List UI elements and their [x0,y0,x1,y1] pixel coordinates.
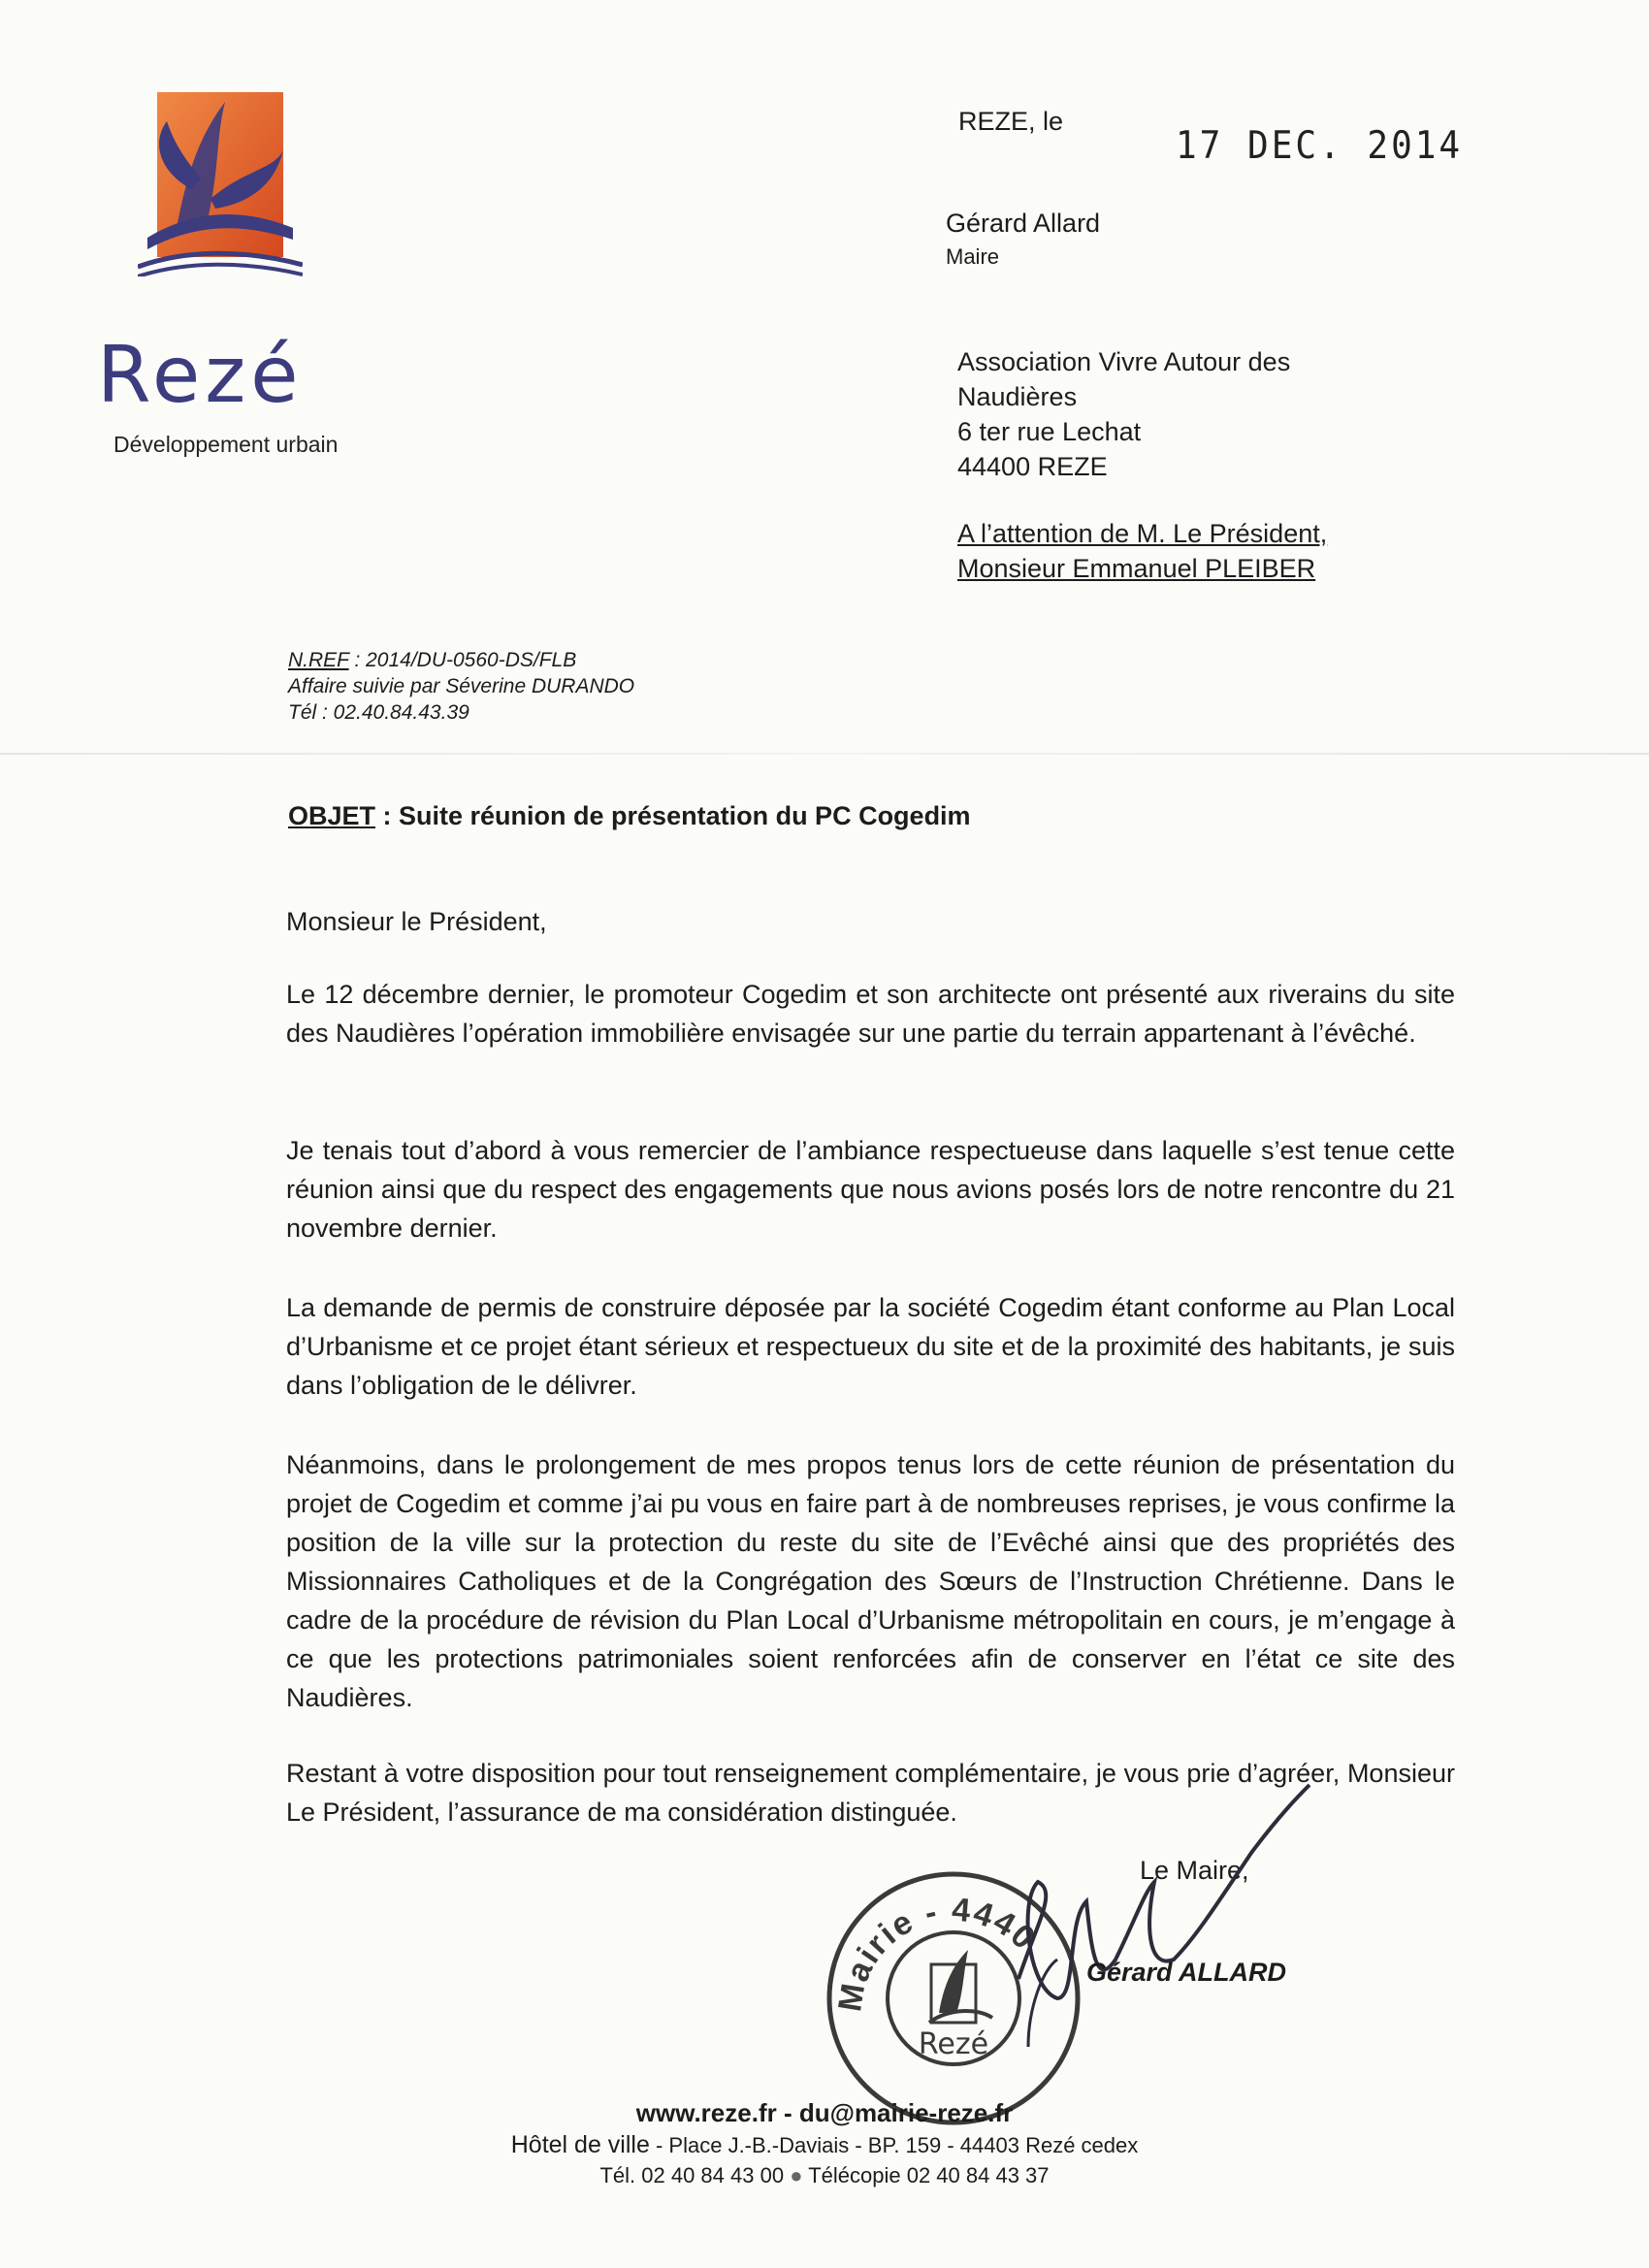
date-stamp: 17 DEC. 2014 [1176,123,1464,169]
recipient-line: 6 ter rue Lechat [957,417,1142,446]
body-paragraph: La demande de permis de construire déposée par la société Cogedim étant conforme au Plan Local d’Urbanisme et ce projet étant sérieux et respectueux du site et de la proximité des habitants, je suis dans l’obligation de le délivrer. [286,1293,1455,1400]
place-line: REZE, le [958,107,1064,136]
bullet-icon: ● [790,2163,803,2187]
reference-line [288,647,634,673]
footer-fax: Télécopie 02 40 84 43 37 [808,2163,1050,2187]
subject-text: : Suite réunion de présentation du PC Cogedim [375,801,971,830]
reference-block [288,647,634,726]
logo-subtitle: Développement urbain [113,432,339,457]
reference-value: : 2014/DU-0560-DS/FLB [348,649,577,671]
recipient-line: Naudières [957,382,1078,411]
reference-label: N.REF [288,649,349,671]
body-paragraph: Je tenais tout d’abord à vous remercier de l’ambiance respectueuse dans laquelle s’est tenue cette réunion ainsi que du respect des engagements que nous avions posés lors de notre rencontre du 21 novembre dernier. [286,1136,1455,1243]
footer-phone: Tél. 02 40 84 43 00 [599,2163,785,2187]
body-paragraph: Néanmoins, dans le prolongement de mes propos tenus lors de cette réunion de présentation du projet de Cogedim et comme j’ai pu vous en faire part à de nombreuses reprises, je vous confirme la position de la ville sur la protection du reste du site de l’Evêché ainsi que des propriétés des Missionnaires Catholiques et de la Congrégation des Sœurs de l’Instruction Chrétienne. Dans le cadre de la procédure de révision du Plan Local d’Urbanisme métropolitain en cours, je m’engage à ce que les protections patrimoniales soient renforcées afin de conserver en l’état ce site des Naudières. [286,1450,1455,1712]
footer-address [0,2131,1649,2159]
sender-role: Maire [946,244,1000,269]
flame-leaf-icon [138,82,303,276]
handwritten-signature [999,1775,1319,2066]
salutation: Monsieur le Président, [286,907,547,936]
footer-address-rest: - Place J.-B.-Daviais - BP. 159 - 44403 Rezé cedex [649,2133,1139,2157]
body-paragraph: Restant à votre disposition pour tout renseignement complémentaire, je vous prie d’agréer, Monsieur Le Président, l’assurance de ma considération distinguée. [286,1759,1455,1827]
closing: Le Maire, [1140,1856,1249,1885]
sender-name: Gérard Allard [946,209,1101,238]
followed-by-line: Affaire suivie par Séverine DURANDO [288,675,635,697]
subject-line [288,801,971,831]
footer-phones [0,2163,1649,2188]
body-paragraph: Le 12 décembre dernier, le promoteur Cogedim et son architecte ont présenté aux riverains du site des Naudières l’opération immobilière envisagée sur une partie du terrain appartenant à l’évêché. [286,980,1455,1048]
paper-fold [0,753,1649,755]
attention-block [957,516,1327,586]
recipient-address [957,344,1290,484]
footer-web: www.reze.fr - du@mairie-reze.fr [635,2098,1014,2127]
recipient-line: 44400 REZE [957,452,1108,481]
footer-address-main: Hôtel de ville [510,2131,650,2158]
attention-line: A l’attention de M. Le Président, [957,519,1328,548]
reference-phone: Tél : 02.40.84.43.39 [288,701,469,724]
attention-line: Monsieur Emmanuel PLEIBER [957,554,1316,583]
recipient-line: Association Vivre Autour des [957,347,1291,376]
seal-text: Mairie - 4440 [831,1891,1044,2015]
subject-label: OBJET [288,801,376,830]
logo-wordmark: Rezé [97,330,304,420]
signer-name: Gérard ALLARD [1086,1958,1287,1987]
seal-name: Rezé [918,2027,989,2061]
